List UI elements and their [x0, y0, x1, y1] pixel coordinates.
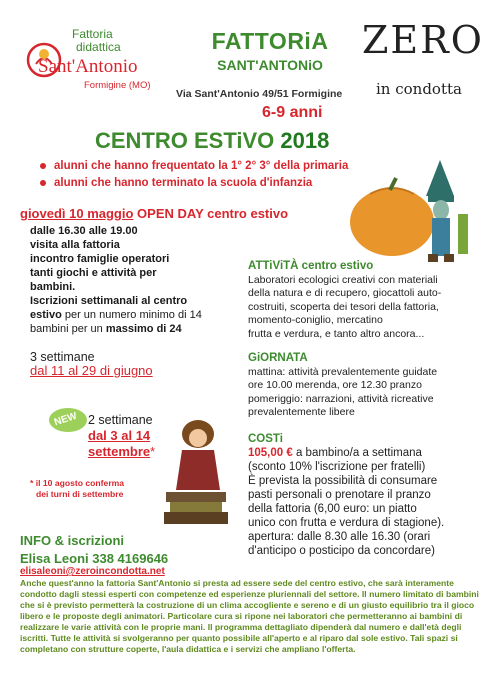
costi-heading: COSTi	[248, 433, 283, 445]
logo-line-1: Fattoria	[72, 27, 113, 41]
open-day-line-1: visita alla fattoria	[30, 239, 120, 251]
address: Via Sant'Antonio 49/51 Formigine	[176, 88, 343, 100]
logo-zero: ZERO	[362, 18, 484, 62]
september-note	[30, 478, 124, 500]
costi-line: È prevista la possibilità di consumare	[248, 475, 438, 487]
list-item: alunni che hanno frequentato la 1° 2° 3° della primaria	[40, 158, 348, 175]
open-day-date: giovedì 10 maggio	[20, 206, 134, 221]
page-title: FATTORiA	[211, 28, 329, 54]
open-day-line	[20, 206, 288, 221]
info-block	[20, 532, 168, 568]
giornata-line: pomeriggio: narrazioni, attività ricreative	[248, 392, 434, 405]
two-weeks-dates-1: dal 3 al 14	[88, 428, 151, 443]
open-day-label: OPEN DAY centro estivo	[137, 206, 289, 221]
note-line-2: dei turni di settembre	[36, 489, 124, 499]
new-badge-label: NEW	[52, 410, 79, 429]
two-weeks-dates-2: settembre	[88, 444, 151, 459]
audience-list	[40, 158, 348, 192]
footer-paragraph: Anche quest'anno la fattoria Sant'Antonio si presta ad essere sede del centro estivo, che sarà interamente condotto dagli stessi esperti con competenze ed esperienze pluriennali del settore. Il numero limitato di bambini che si è previsto permetterà la costruzione di un clima accogliente e sereno e di un giusto equilibrio tra il gioco libero e le proposte degli animatori. Particolare cura si ripone nei laboratori che permetteranno ai bambini di realizzare le varie attività con le proprie mani. Il programma dettagliato dipenderà dal numero e dall'età degli iscritti. Tutte le attività si svolgeranno per quanto possibile all'aperto e al riparo dal sole estivo. Tali spazi si completano con strutture coperte, l'aula didattica e i servizi che ampliano l'offerta.	[20, 578, 479, 654]
attivita-line: momento-coniglio, mercatino	[248, 314, 383, 326]
open-day-line-3: tanti giochi e attività per	[30, 267, 157, 279]
open-day-line-2: incontro famiglie operatori	[30, 253, 170, 265]
note-line-1: * il 10 agosto conferma	[30, 478, 125, 488]
witch-pumpkin-illustration	[340, 154, 480, 266]
fattoria-logo	[22, 20, 172, 100]
info-title: INFO & iscrizioni	[20, 533, 125, 548]
costi-line: unico con frutta e verdura di stagione).	[248, 517, 445, 529]
iscrizioni-minimo: per un numero minimo di 14	[61, 309, 202, 321]
two-weeks-block	[88, 412, 155, 460]
open-day-hours: dalle 16.30 alle 19.00	[30, 225, 138, 237]
giornata-line: prevalentemente libere	[248, 406, 355, 418]
attivita-section	[248, 260, 480, 341]
iscrizioni-line-1: Iscrizioni settimanali al centro	[30, 295, 188, 307]
giornata-line: mattina: attività prevalentemente guidate	[248, 365, 438, 378]
page-subtitle: SANT'ANTONiO	[217, 57, 323, 73]
giornata-section	[248, 352, 480, 420]
iscrizioni-line-3	[30, 322, 230, 336]
three-weeks-dates: dal 11 al 29 di giugno	[30, 363, 153, 378]
price: 105,00 €	[248, 447, 293, 459]
header-title-block	[180, 28, 360, 73]
info-contact: Elisa Leoni 338 4169646	[20, 551, 169, 566]
centro-year: 2018	[280, 128, 330, 153]
left-column	[30, 224, 230, 378]
two-weeks-label: 2 settimane	[88, 413, 153, 427]
costi-line: pasti personali o prenotare il pranzo	[248, 489, 431, 501]
iscrizioni-bambini: bambini per un	[30, 323, 106, 335]
two-weeks-dates-2-line	[88, 444, 155, 460]
logo-place: Formigine (MO)	[84, 80, 151, 91]
list-item: alunni che hanno terminato la scuola d'infanzia	[40, 175, 348, 192]
logo-line-2: didattica	[76, 40, 121, 54]
new-badge	[48, 406, 88, 434]
attivita-heading: ATTiViTÀ centro estivo	[248, 260, 374, 272]
asterisk: *	[150, 445, 156, 459]
iscrizioni-estivo: estivo	[30, 309, 62, 321]
giornata-line: ore 10.00 merenda, ore 12.30 pranzo	[248, 379, 422, 391]
attivita-line: costruiti, scoperta dei tesori della fattoria,	[248, 300, 439, 313]
three-weeks-label: 3 settimane	[30, 350, 95, 364]
attivita-line: frutta e verdura, e tanto altro ancora...	[248, 327, 425, 340]
costi-line: della fattoria (6,00 euro: un piatto	[248, 503, 417, 515]
age-range: 6-9 anni	[262, 104, 323, 121]
costi-price-line	[248, 446, 480, 460]
giornata-heading: GiORNATA	[248, 352, 308, 364]
iscrizioni-massimo: massimo di 24	[105, 323, 182, 335]
costi-section	[248, 432, 480, 558]
logo-name: Sant'Antonio	[38, 56, 138, 77]
logo-in-condotta: in condotta	[376, 80, 462, 98]
attivita-line: della natura e di recupero, giocattoli auto-	[248, 287, 442, 299]
girl-books-illustration	[160, 418, 232, 526]
centro-label: CENTRO ESTiVO	[95, 128, 275, 153]
costi-line: (sconto 10% l'iscrizione per fratelli)	[248, 461, 426, 473]
costi-line: apertura: dalle 8.30 alle 16.30 (orari	[248, 531, 431, 543]
centro-estivo-heading	[95, 128, 329, 154]
email-link[interactable]: elisaleoni@zeroincondotta.net	[20, 566, 165, 577]
attivita-line: Laboratori ecologici creativi con materiali	[248, 273, 438, 286]
costi-line: d'anticipo o posticipo da concordare)	[248, 545, 435, 557]
price-rest: a bambino/a a settimana	[292, 447, 422, 459]
zero-in-condotta-logo	[362, 18, 482, 108]
iscrizioni-line-2	[30, 308, 230, 322]
open-day-line-4: bambini.	[30, 281, 76, 293]
